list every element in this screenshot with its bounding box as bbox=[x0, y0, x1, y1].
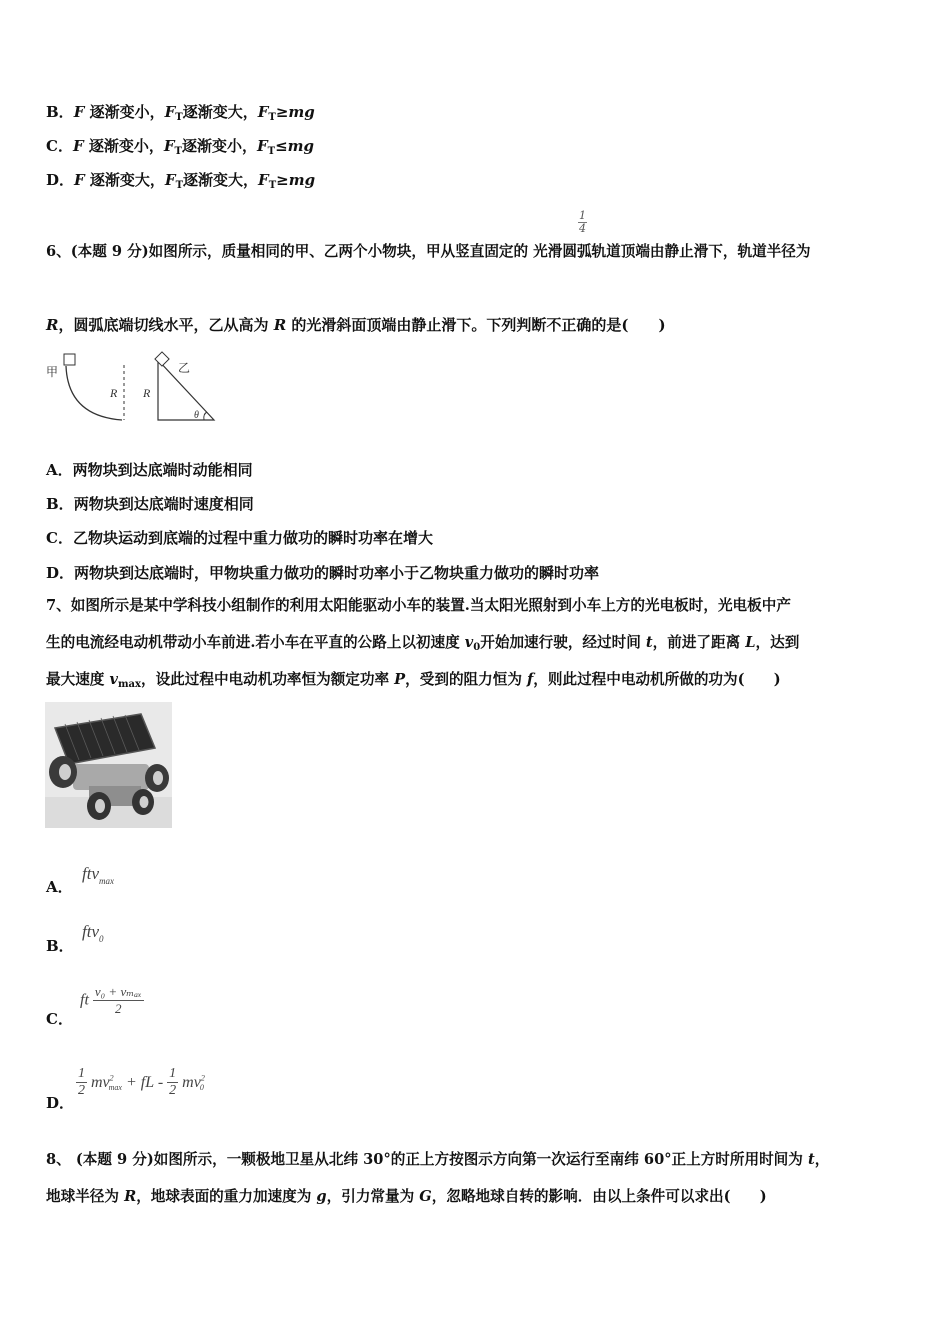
q7-option-c: C． bbox=[46, 1010, 73, 1028]
label-theta: θ bbox=[194, 410, 199, 421]
q6-stem-line2: R，圆弧底端切线水平，乙从高为 R 的光滑斜面顶端由静止滑下。下列判断不正确的是( ) bbox=[46, 316, 666, 334]
q7-option-b-expr: ftv$_0$ bbox=[82, 922, 104, 944]
q7-stem-line3: 最大速度 $v_{max}$，设此过程中电动机功率恒为额定功率 P，受到的阻力恒为 f，则此过程中电动机所做的功为( ) bbox=[46, 671, 781, 690]
q6-option-d: D．两物块到达底端时，甲物块重力做功的瞬时功率小于乙物块重力做功的瞬时功率 bbox=[46, 564, 600, 582]
q7-stem-line2: 生的电流经电动机带动小车前进.若小车在平直的公路上以初速度 $v_0$开始加速行驶，经过时间 t，前进了距离 L，达到 bbox=[46, 634, 800, 653]
angle-arc bbox=[204, 412, 207, 420]
q7-stem-line1: 7、如图所示是某中学科技小组制作的利用太阳能驱动小车的装置.当太阳光照射到小车上方的光电板时，光电板中产 bbox=[46, 597, 791, 614]
block-yi bbox=[155, 352, 169, 366]
q8-stem-line1: 8、 (本题 9 分)如图所示，一颗极地卫星从北纬 30°的正上方按图示方向第一次运行至南纬 60°正上方时所用时间为 t， bbox=[46, 1151, 830, 1168]
q7-option-c-expr: ft $\frac{\text{v₀ + vₘₐₓ}}{2}$ bbox=[80, 984, 142, 1016]
q6-option-c: C．乙物块运动到底端的过程中重力做功的瞬时功率在增大 bbox=[46, 529, 433, 547]
label-jia: 甲 bbox=[46, 365, 59, 379]
q6-stem-line1: 6、(本题 9 分)如图所示，质量相同的甲、乙两个小物块，甲从竖直固定的 光滑圆弧轨道顶端由静止滑下，轨道半径为 bbox=[46, 243, 811, 260]
label-r1: R bbox=[110, 386, 118, 400]
prev-option-c: C．F 逐渐变小，$F_T$逐渐变小，$F_T\le mg$ bbox=[46, 137, 315, 157]
q8-stem-line2: 地球半径为 R，地球表面的重力加速度为 g，引力常量为 G，忽略地球自转的影响．由以上条件可以求出( ) bbox=[46, 1188, 767, 1205]
prev-option-d: D．F 逐渐变大，$F_T$逐渐变大，$F_T\ge mg$ bbox=[46, 171, 316, 191]
q6-option-b: B．两物块到达底端时速度相同 bbox=[46, 495, 254, 513]
block-jia bbox=[64, 354, 75, 365]
q6-fraction: 1 4 bbox=[579, 209, 586, 235]
q7-option-a-expr: ftv$_{max}$ bbox=[82, 864, 114, 886]
q6-figure bbox=[44, 350, 234, 430]
q6-option-a: A．两物块到达底端时动能相同 bbox=[46, 461, 253, 479]
label-yi: 乙 bbox=[178, 361, 191, 375]
solar-car-photo bbox=[45, 702, 172, 828]
q7-option-d-expr: $\frac{1}{2}$ $mv^2_{max}$ + fL - $\frac{1}{2}$ $mv^2_0$ bbox=[78, 1066, 205, 1098]
q7-option-a: A． bbox=[46, 878, 73, 896]
q7-option-b: B． bbox=[46, 937, 74, 955]
prev-option-b: B．F 逐渐变小，$F_T$逐渐变大，$F_T\ge mg$ bbox=[46, 103, 315, 123]
label-r2: R bbox=[143, 386, 151, 400]
q7-option-d: D． bbox=[46, 1094, 75, 1112]
